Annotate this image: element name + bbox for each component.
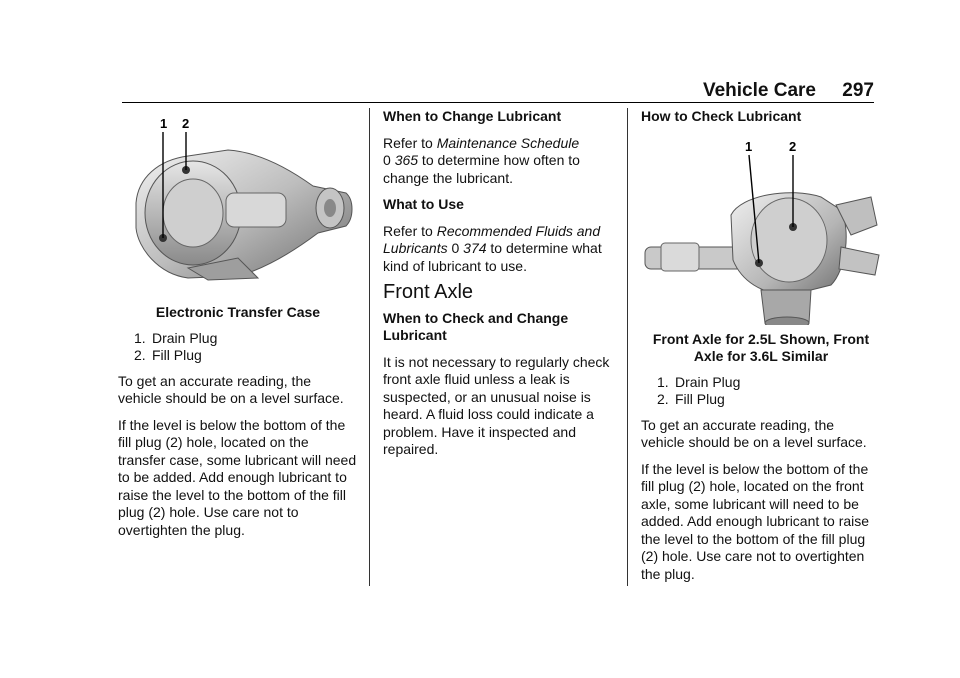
cross-reference-link[interactable]: Maintenance Schedule: [436, 134, 580, 151]
figure-caption: Electronic Transfer Case: [155, 304, 321, 320]
front-axle-illustration: [641, 135, 881, 325]
paragraph: To get an accurate reading, the vehicle should be on a level surface.: [118, 372, 344, 406]
callout-2: 2: [789, 138, 797, 154]
list-item: 1. Drain Plug: [134, 329, 218, 346]
paragraph: Refer to Recommended Fluids and Lubricants 0 374 to determine what kind of lubricant to use.: [383, 222, 602, 274]
callout-2: 2: [182, 116, 190, 131]
figure-caption: Front Axle for 2.5L Shown, Front Axle for 3.6L Similar: [652, 330, 870, 364]
paragraph: If the level is below the bottom of the fill plug (2) hole, located on the front axle, some lubricant will need to be added. Add enough lubricant to raise the level to the bottom of the fill plug (2) hole. Use care not to overtighten the plug.: [641, 460, 870, 582]
subheading: How to Check Lubricant: [641, 108, 802, 124]
paragraph: To get an accurate reading, the vehicle should be on a level surface.: [641, 416, 867, 450]
section-title: Front Axle: [383, 281, 474, 303]
subheading: When to Check and Change Lubricant: [383, 309, 569, 343]
cross-reference-link[interactable]: Recommended Fluids and Lubricants: [383, 222, 601, 256]
page-ref-icon: 0: [383, 152, 391, 168]
page-header: [122, 80, 874, 103]
callout-list: [118, 330, 358, 365]
list-item: 2. Fill Plug: [134, 347, 202, 363]
callout-1: 1: [745, 138, 753, 154]
column-divider-right: [627, 108, 628, 586]
page-ref-icon: 0: [451, 240, 460, 256]
column-2: [383, 108, 613, 468]
subheading: What to Use: [383, 196, 464, 212]
column-1: [118, 108, 358, 548]
subheading: When to Change Lubricant: [383, 108, 562, 124]
transfer-case-illustration: [118, 108, 358, 298]
list-item: 2. Fill Plug: [657, 391, 725, 407]
paragraph: It is not necessary to regularly check front axle fluid unless a leak is suspected, or an unusual noise is heard. A fluid loss could indicate a problem. Have it inspected and repaired.: [383, 353, 610, 457]
column-3: [641, 108, 881, 592]
callout-1: 1: [160, 116, 168, 131]
header-title: Vehicle Care: [702, 80, 816, 101]
page-number: 297: [842, 80, 874, 101]
paragraph: If the level is below the bottom of the fill plug (2) hole, located on the transfer case, some lubricant will need to be added. Add enough lubricant to raise the level to the bottom of the fill plug (2) hole. Use care not to overtighten the plug.: [118, 416, 357, 538]
paragraph: Refer to Maintenance Schedule 0 365 to determine how often to change the lubricant.: [383, 134, 580, 186]
page-ref[interactable]: 365: [394, 152, 419, 168]
callout-list: [641, 374, 881, 409]
list-item: 1. Drain Plug: [657, 373, 741, 390]
column-divider-left: [369, 108, 370, 586]
page-ref[interactable]: 374: [463, 240, 487, 256]
